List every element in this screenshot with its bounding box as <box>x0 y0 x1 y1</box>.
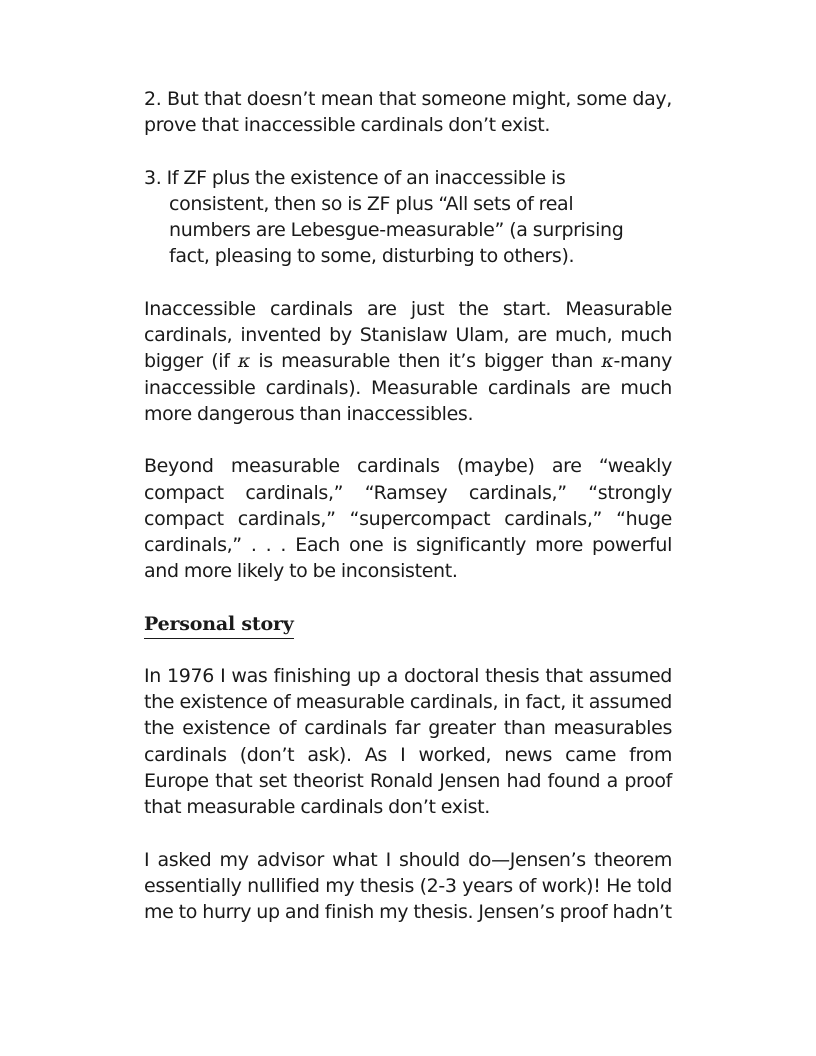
document-page <box>144 86 672 951</box>
math-kappa: κ <box>237 350 250 373</box>
paragraph-advisor: I asked my advisor what I should do—Jensen’s theorem essentially nullified my thesis (2-3 years of work)! He told me to hurry up and finish my thesis. Jensen’s proof hadn’t <box>144 848 672 924</box>
paragraph-beyond-measurable: Beyond measurable cardinals (maybe) are “weakly compact cardinals,” “Ramsey cardinals,” “strongly compact cardinals,” “supercompact cardinals,” “huge cardinals,” . . . Each one is significantly more powerful and more likely to be inconsistent. <box>144 455 672 583</box>
paragraph-item-2: 2. But that doesn’t mean that someone might, some day, prove that inaccessible cardinals don’t exist. <box>144 88 672 137</box>
text-segment: is measurable then it’s bigger than <box>250 350 602 373</box>
paragraph-item-3: 3. If ZF plus the existence of an inaccessible is consistent, then so is ZF plus “All sets of real numbers are Lebesgue-measurable” (a surprising fact, pleasing to some, disturbing to others). <box>144 166 624 268</box>
text-segment: Inaccessible cardinals are just the start. Measurable cardinals, invented by Stanislaw Ulam, are much, much bigger (if <box>144 297 672 373</box>
paragraph-inaccessible-cardinals <box>144 296 672 427</box>
section-heading-wrapper <box>144 611 672 641</box>
section-heading: Personal story <box>144 611 294 639</box>
paragraph-personal-story: In 1976 I was finishing up a doctoral thesis that assumed the existence of measurable cardinals, in fact, it assumed the existence of cardinals far greater than measurables cardinals (don’t ask). As I worked, news came from Europe that set theorist Ronald Jensen had found a proof that measurable cardinals don’t exist. <box>144 664 672 819</box>
math-kappa: κ <box>601 350 614 373</box>
text-segment: -many inaccessible cardinals). Measurable cardinals are much more dangerous than inaccessibles. <box>144 350 672 425</box>
